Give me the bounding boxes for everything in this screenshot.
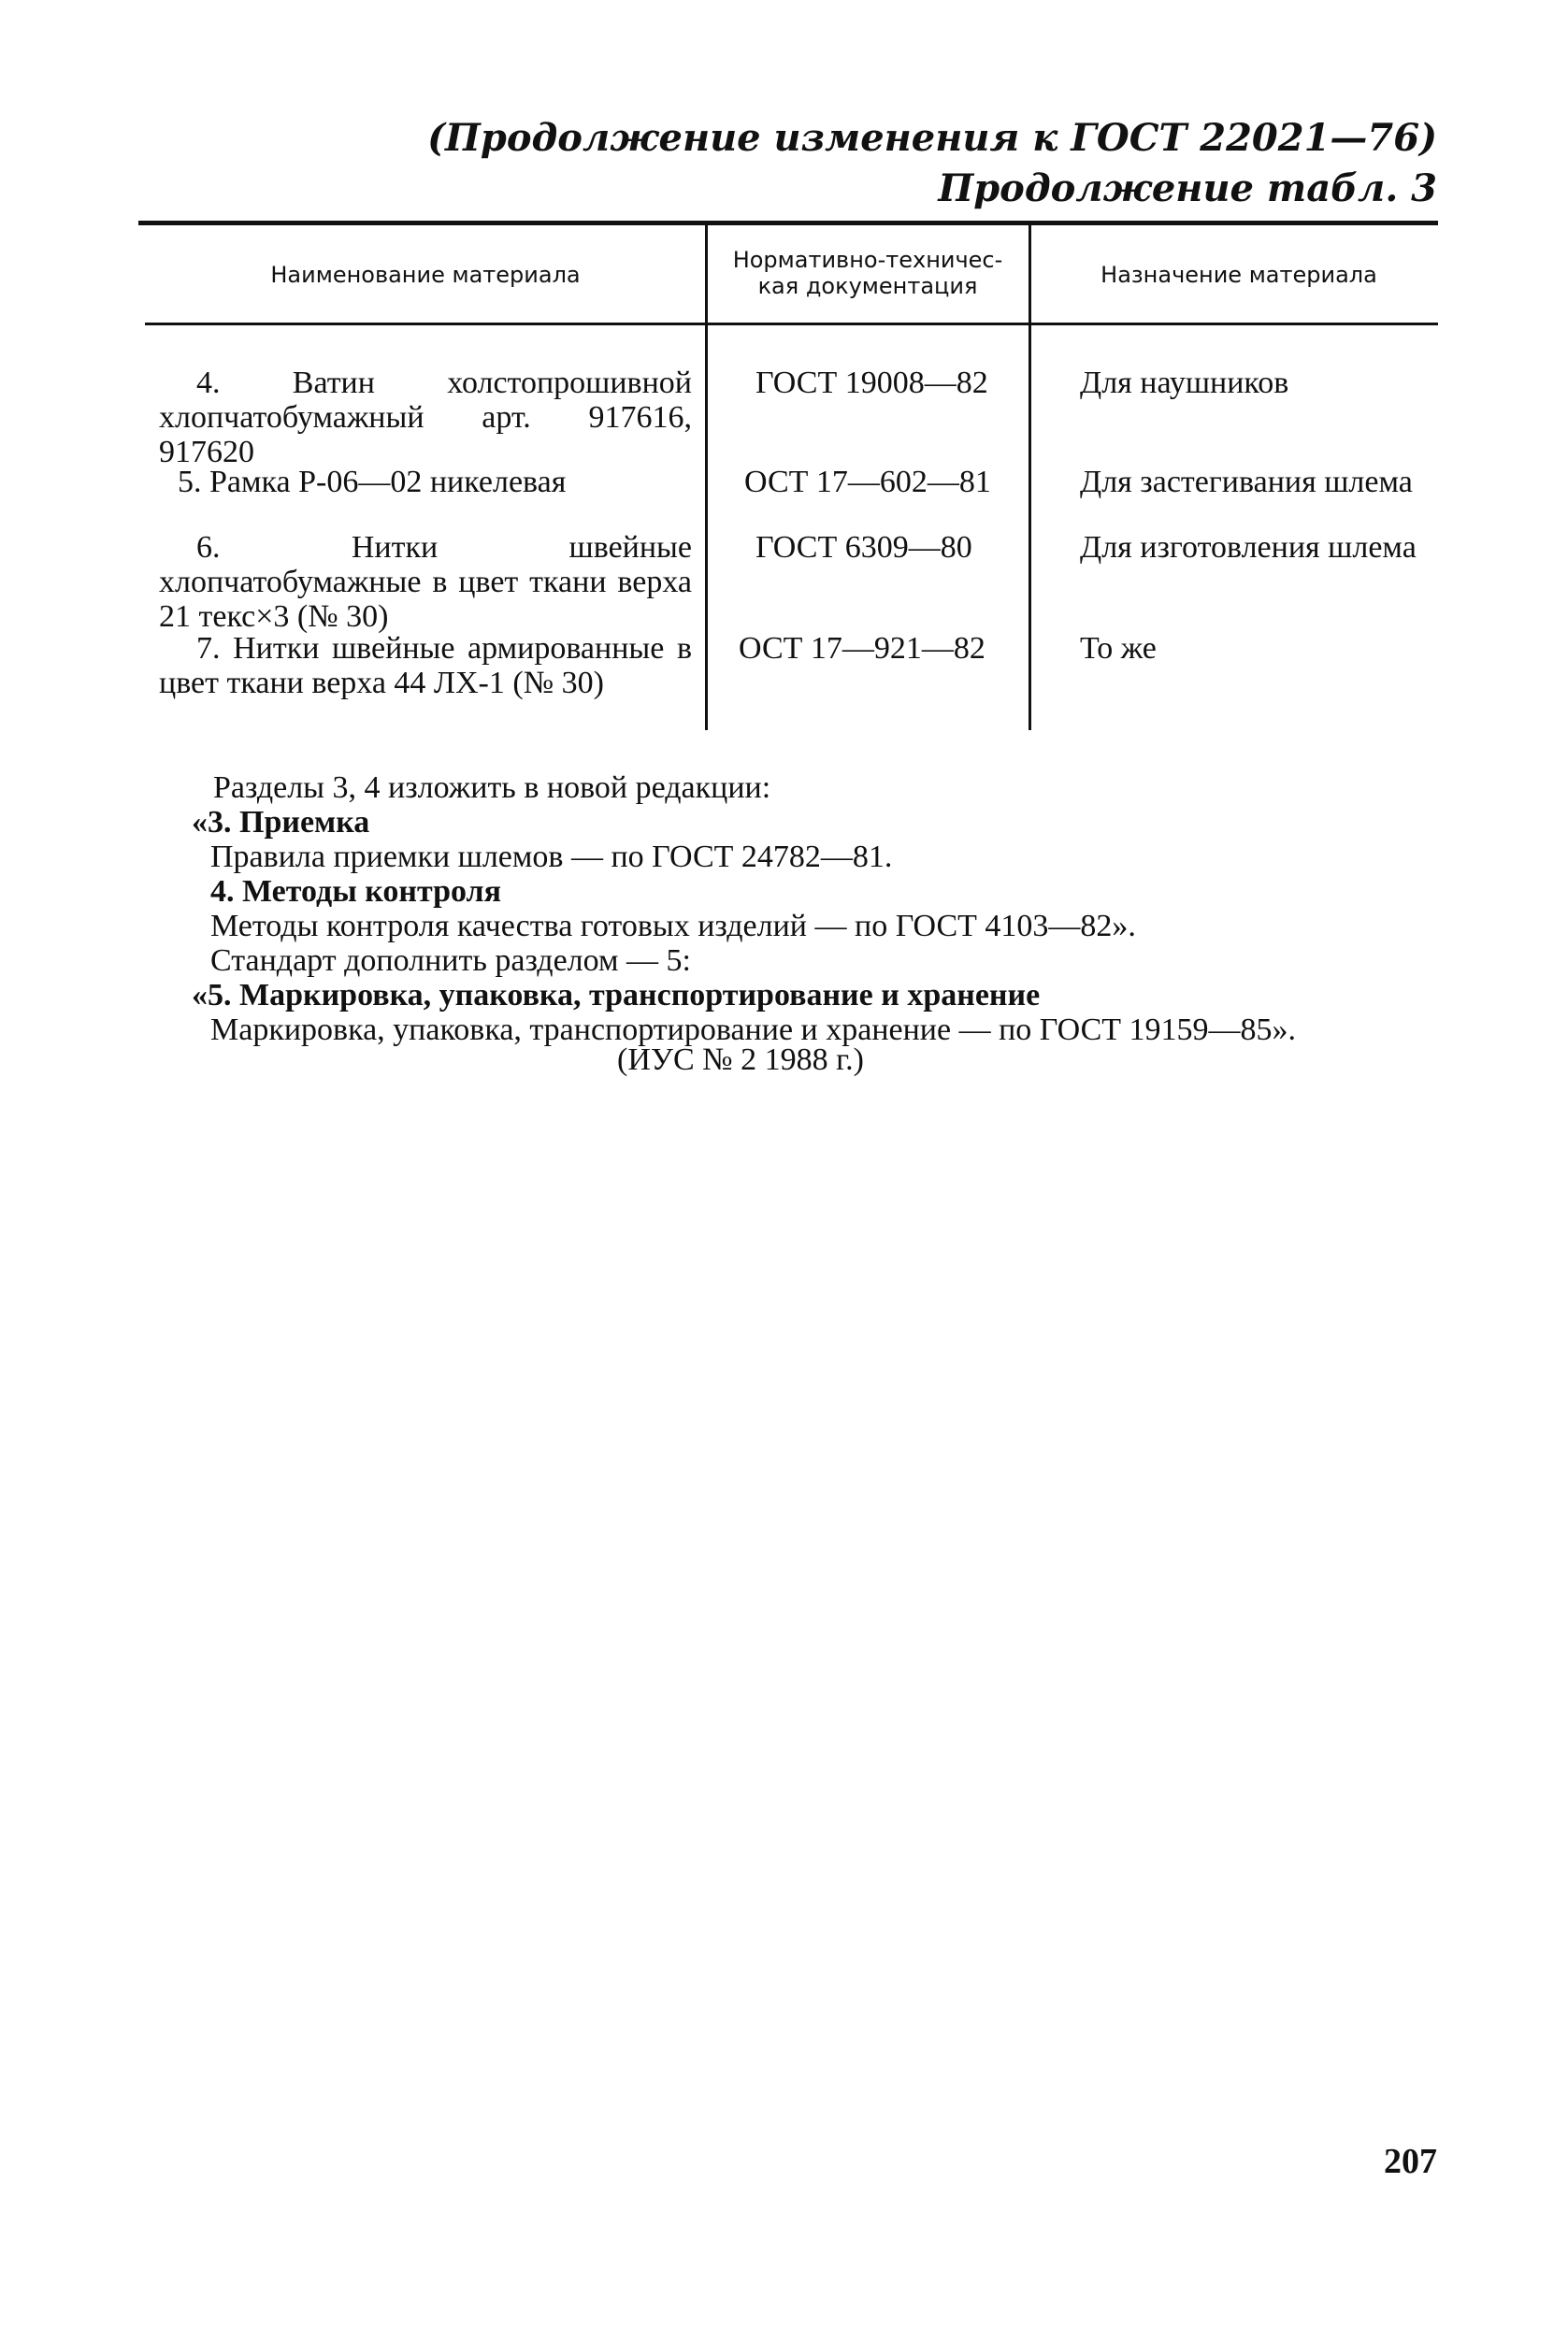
- table-row-purpose: То же: [1080, 631, 1157, 666]
- section-3-text: Правила приемки шлемов — по ГОСТ 24782—81.: [210, 840, 893, 874]
- table-row-document: ГОСТ 6309—80: [755, 530, 972, 565]
- section-5-heading: «5. Маркировка, упаковка, транспортирование и хранение: [192, 978, 1041, 1013]
- column-header-document: [711, 247, 1025, 299]
- ius-note: (ИУС № 2 1988 г.): [617, 1042, 864, 1077]
- column-divider-2: [1029, 225, 1031, 730]
- table-row-material: 6. Нитки швейные хлопчатобумажные в цвет ткани верха 21 текс×3 (№ 30): [159, 530, 692, 634]
- sections-instruction: Разделы 3, 4 изложить в новой редакции:: [213, 770, 771, 805]
- table-row-document: ГОСТ 19008—82: [755, 366, 988, 400]
- section-4-text: Методы контроля качества готовых изделий — по ГОСТ 4103—82».: [210, 909, 1136, 943]
- column-header-material: Наименование материала: [270, 262, 581, 288]
- continuation-header: (Продолжение изменения к ГОСТ 22021—76): [427, 116, 1437, 160]
- column-header-document-text: Нормативно-техничес- кая документация: [732, 247, 1003, 299]
- standard-addition-text: Стандарт дополнить разделом — 5:: [210, 943, 691, 978]
- table-row-material: 7. Нитки швейные армированные в цвет ткани верха 44 ЛХ-1 (№ 30): [159, 631, 692, 700]
- table-row-document: ОСТ 17—921—82: [739, 631, 985, 666]
- table-header-rule: [145, 323, 1438, 325]
- section-3-heading: «3. Приемка: [192, 805, 370, 840]
- table-continuation-header: Продолжение табл. 3: [938, 166, 1437, 210]
- table-row-document: ОСТ 17—602—81: [744, 465, 991, 499]
- section-5-text: Маркировка, упаковка, транспортирование и хранение — по ГОСТ 19159—85».: [210, 1013, 1297, 1047]
- column-divider-1: [705, 225, 708, 730]
- table-top-rule: [138, 221, 1438, 225]
- section-4-heading: 4. Методы контроля: [210, 874, 502, 909]
- table-row-material: 4. Ватин холстопрошивной хлопчатобумажный арт. 917616, 917620: [159, 366, 692, 469]
- table-row-purpose: Для застегивания шлема: [1080, 465, 1413, 499]
- table-row-purpose: Для наушников: [1080, 366, 1289, 400]
- table-row-material: 5. Рамка Р-06—02 никелевая: [178, 465, 567, 499]
- page-number: 207: [1384, 2142, 1437, 2181]
- table-row-purpose: Для изготовления шлема: [1080, 530, 1417, 565]
- column-header-purpose: Назначение материала: [1100, 262, 1377, 288]
